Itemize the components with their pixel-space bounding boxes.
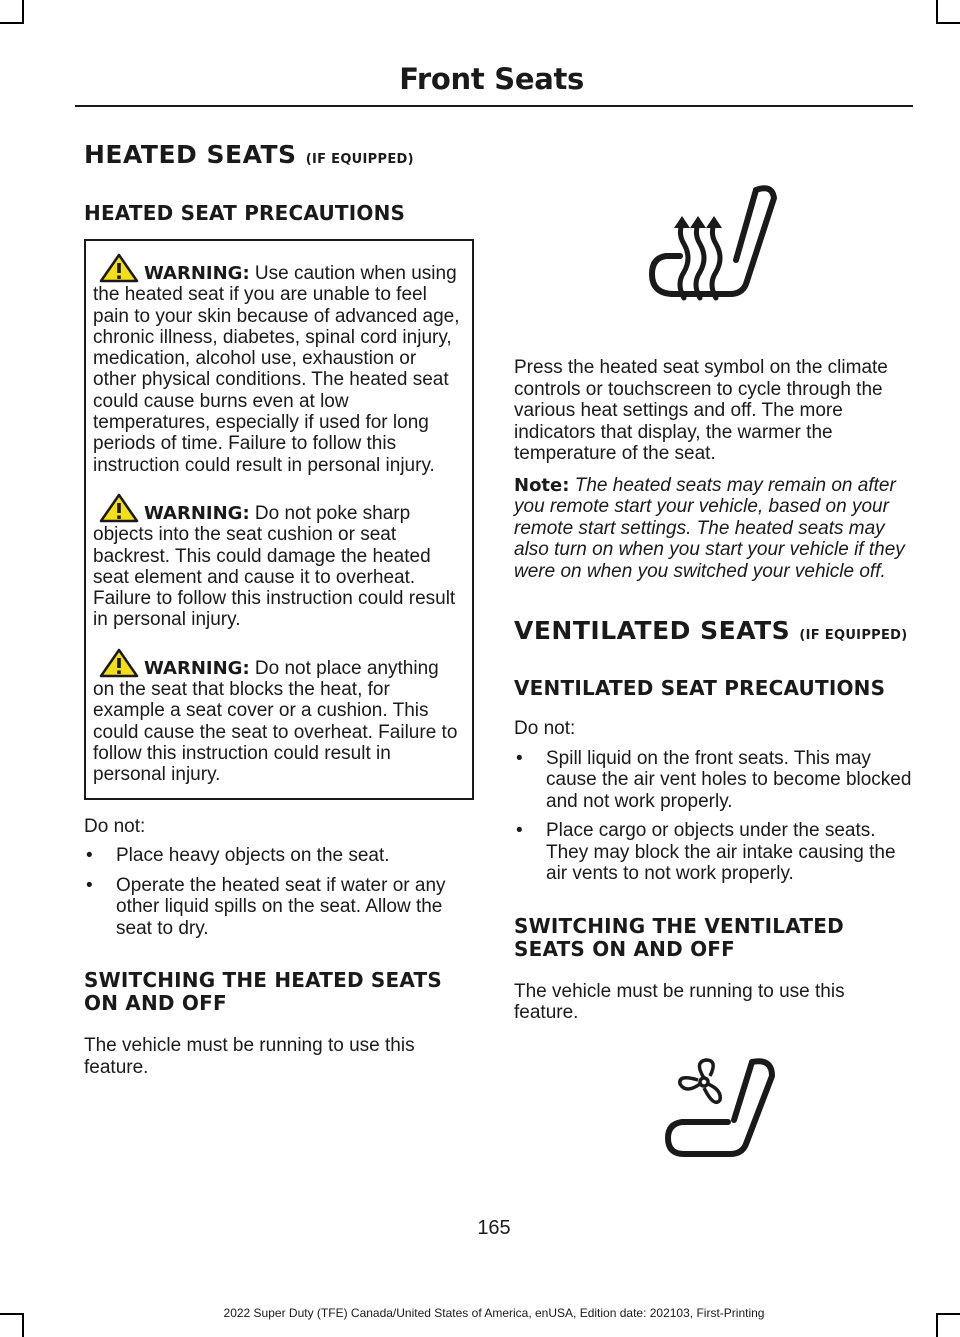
heated-bullet-list	[84, 845, 474, 939]
page-header-title: Front Seats	[399, 62, 584, 96]
switch-heated-heading: SWITCHING THE HEATED SEATS ON AND OFF	[84, 968, 442, 1016]
list-item: • Place cargo or objects under the seats. They may block the air intake causing the air vents to not work properly.	[514, 820, 914, 885]
note-label: Note:	[514, 474, 570, 496]
list-item: • Operate the heated seat if water or any other liquid spills on the seat. Allow the seat to dry.	[84, 875, 474, 940]
list-item: • Place heavy objects on the seat.	[84, 845, 474, 867]
warning-triangle-icon	[99, 253, 139, 283]
list-item: • Spill liquid on the front seats. This may cause the air vent holes to become blocked and not work properly.	[514, 748, 914, 813]
warning-label: WARNING:	[144, 502, 250, 524]
switch-ventilated-heading: SWITCHING THE VENTILATED SEATS ON AND OFF	[514, 913, 844, 961]
warning-text: Use caution when using the heated seat if you are unable to feel pain to your skin because of advanced age, chronic illness, diabetes, spinal cord injury, medication, alcohol use, exhaustion or other physical conditions. The heated seat could cause burns even at low temperatures, especially if used for long periods of time. Failure to follow this instruction could result in personal injury.	[93, 263, 460, 476]
warning-2	[93, 493, 464, 631]
warning-label: WARNING:	[144, 657, 250, 679]
ventilated-seats-heading	[514, 616, 914, 646]
crop-mark	[936, 0, 938, 24]
ventilated-precautions-heading: VENTILATED SEAT PRECAUTIONS	[514, 676, 886, 700]
ventilated-seat-icon	[664, 1054, 782, 1158]
heated-seats-title: HEATED SEATS	[84, 140, 297, 169]
do-not-label: Do not:	[84, 815, 146, 837]
press-heated-text: Press the heated seat symbol on the climate controls or touchscreen to cycle through the various heat settings and off. The more indicators that display, the warmer the temperature of the seat.	[514, 357, 888, 464]
warning-text: Do not place anything on the seat that blocks the heat, for example a seat cover or a cushion. This could cause the seat to overheat. Failure to follow this instruction could result in personal injury.	[93, 657, 458, 786]
crop-mark	[22, 0, 24, 24]
page-number: 165	[477, 1217, 511, 1239]
note	[514, 475, 914, 583]
crop-mark	[0, 22, 24, 24]
left-column	[84, 140, 474, 1078]
switch-ventilated-text: The vehicle must be running to use this feature.	[514, 980, 845, 1023]
warning-box	[84, 239, 474, 800]
warning-1	[93, 253, 464, 476]
ventilated-seats-title: VENTILATED SEATS	[514, 616, 791, 645]
right-column	[514, 357, 914, 1024]
header-rule	[75, 105, 913, 107]
ventilated-bullet-list	[514, 748, 914, 885]
ventilated-seats-suffix: (IF EQUIPPED)	[799, 628, 908, 643]
heated-seats-heading	[84, 140, 474, 170]
page-footer: 2022 Super Duty (TFE) Canada/United States of America, enUSA, Edition date: 202103, First-Printing	[223, 1306, 765, 1320]
warning-triangle-icon	[99, 648, 139, 678]
do-not-label: Do not:	[514, 718, 576, 739]
heated-seat-icon	[644, 180, 784, 302]
heated-seats-suffix: (IF EQUIPPED)	[305, 152, 414, 167]
heated-precautions-heading: HEATED SEAT PRECAUTIONS	[84, 201, 406, 225]
warning-text: Do not poke sharp objects into the seat cushion or seat backrest. This could damage the heated seat element and cause it to overheat. Failure to follow this instruction could result in personal injury.	[93, 502, 456, 631]
warning-label: WARNING:	[144, 263, 250, 284]
crop-mark	[936, 22, 960, 24]
warning-triangle-icon	[99, 493, 139, 523]
note-text: The heated seats may remain on after you remote start your vehicle, based on your remote start settings. The heated seats may also turn on when you start your vehicle if they were on when you switched your vehicle off.	[514, 474, 905, 582]
switch-heated-text: The vehicle must be running to use this feature.	[84, 1035, 415, 1078]
warning-3	[93, 648, 464, 786]
